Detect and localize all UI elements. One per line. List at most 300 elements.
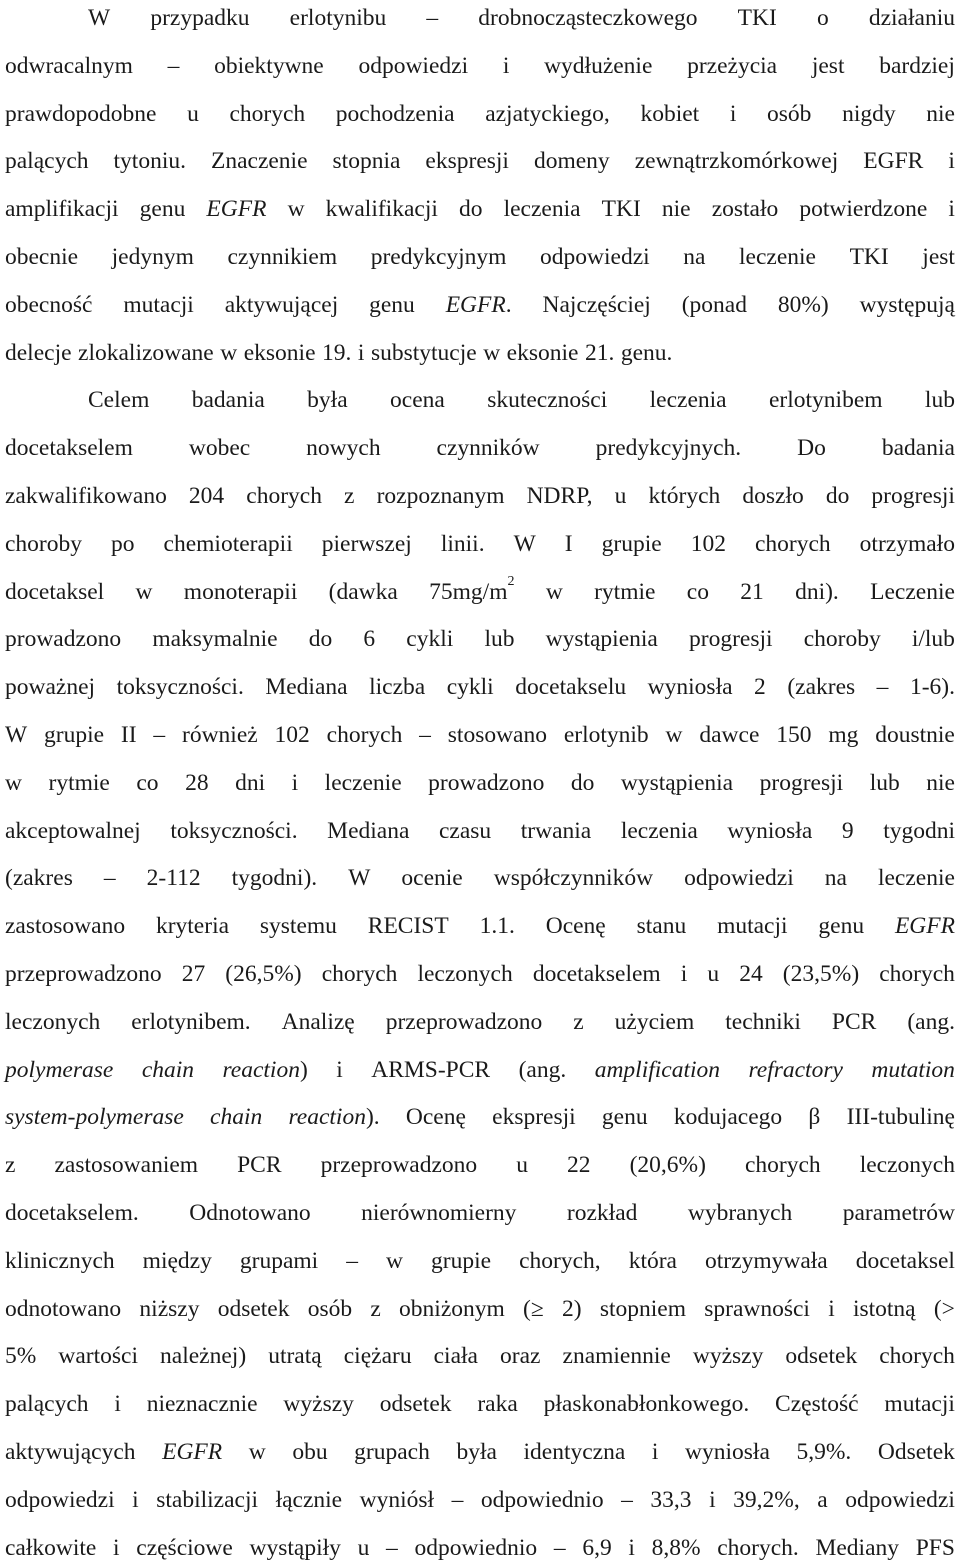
text-line (5, 1389, 955, 1419)
word: azjatyckiego, (485, 100, 610, 127)
word: TKI (601, 196, 641, 223)
word: w (248, 1439, 266, 1465)
word: odsetek (217, 1295, 290, 1322)
word: 6,9 (582, 1534, 612, 1561)
word: również (182, 722, 258, 748)
word: Mediana (265, 674, 348, 701)
word: mutation (871, 1056, 955, 1083)
word: przeprowadzono (5, 961, 162, 987)
word: linii. (440, 530, 485, 557)
word: 204 (188, 483, 225, 509)
word: Do (797, 435, 826, 462)
word: tytoniu. (113, 148, 186, 175)
word: EGFR (206, 196, 267, 223)
word: identyczna (523, 1439, 626, 1465)
word: – (167, 52, 180, 79)
text-line (5, 863, 955, 893)
word: docetakselem (532, 961, 661, 987)
word: i (113, 1534, 120, 1561)
word: leczonych (417, 961, 513, 987)
word: grupie (601, 530, 662, 557)
word: wyższy (283, 1391, 354, 1418)
word: – (103, 865, 116, 892)
word: 102 (690, 530, 726, 557)
word: genu (818, 913, 865, 940)
word: amplifikacji (5, 196, 119, 223)
text-line (5, 1102, 955, 1132)
word: docetakselem (5, 435, 133, 462)
word: EGFR. (445, 291, 512, 318)
word: czynników (436, 435, 540, 462)
word: badania (191, 387, 265, 414)
word: stosowano (447, 722, 547, 748)
text-line (88, 3, 955, 33)
text-line (88, 385, 955, 415)
word: grupie (44, 722, 105, 748)
text-line (5, 290, 955, 320)
word: choroby (803, 626, 881, 653)
word: (> (933, 1295, 955, 1322)
word: stopniem (599, 1295, 686, 1322)
text-line (5, 1150, 955, 1180)
text-line (5, 1341, 955, 1371)
word: 5% (5, 1343, 37, 1370)
word: chain (210, 1104, 263, 1131)
word: amplification (594, 1056, 721, 1083)
word: obniżonym (399, 1295, 505, 1322)
word: nowych (306, 435, 381, 462)
word: predykcyjnym (370, 244, 507, 270)
word: rozkład (566, 1200, 638, 1226)
word: płaskonabłonkowego. (543, 1391, 750, 1418)
word: PFS (915, 1534, 955, 1561)
text-line (5, 146, 955, 176)
text-line (5, 529, 955, 559)
word: odpowiedzi (540, 244, 650, 270)
word: leczenie (324, 769, 402, 796)
word: $75mg/m^2$ (429, 573, 515, 605)
word: mutacji (123, 291, 194, 318)
word: zastosowaniem (54, 1152, 199, 1179)
word: 8,8% (651, 1534, 701, 1561)
word: wystąpienia (545, 626, 658, 653)
word: stanu (636, 913, 687, 940)
word: maksymalnie (152, 626, 278, 653)
word: na (683, 244, 706, 270)
word: toksyczności. (116, 674, 244, 701)
text-line (5, 51, 955, 81)
word: odpowiedzi (845, 1486, 955, 1513)
word: prowadzono (5, 626, 122, 653)
word: w (483, 339, 501, 366)
word: o (816, 5, 829, 31)
word: TKI (737, 5, 777, 31)
superscript: 2 (507, 573, 515, 589)
text-line (5, 433, 955, 463)
word: trwania (520, 817, 592, 844)
word: grupach (354, 1439, 430, 1465)
word: która (628, 1247, 677, 1274)
text-line (5, 1294, 955, 1324)
word: grupie (431, 1247, 492, 1274)
word: delecje (5, 339, 72, 366)
word: była (307, 387, 348, 414)
word: genu (139, 196, 186, 223)
word: nierównomierny (361, 1200, 517, 1226)
word: dni). (795, 578, 839, 605)
word: chorych (879, 1343, 955, 1370)
word: – (621, 1486, 633, 1513)
word: osób (307, 1295, 353, 1322)
word: – (451, 1486, 464, 1513)
word: przeprowadzono (385, 1008, 543, 1035)
word: niższy (139, 1295, 200, 1322)
word: i (628, 1534, 635, 1561)
word: i (680, 961, 688, 987)
word: rozpoznanym (376, 483, 505, 509)
word: współczynników (493, 865, 654, 892)
word: ekspresji (492, 1104, 576, 1131)
word: dawce (699, 722, 760, 748)
word: progresji (871, 483, 955, 509)
word: genu. (620, 339, 673, 366)
word: i (114, 1391, 121, 1418)
word: zlokalizowane (78, 339, 214, 366)
word: palących (5, 148, 89, 175)
word: kwalifikacji (325, 196, 438, 223)
word: leczenia (503, 196, 581, 223)
word: W (348, 865, 371, 892)
word: jedynym (111, 244, 194, 270)
word: w (220, 339, 238, 366)
word: Leczenie (870, 578, 955, 605)
word: i/lub (911, 626, 955, 653)
text-line (5, 1007, 955, 1037)
word: utratą (268, 1343, 322, 1370)
word: (ponad (681, 291, 747, 318)
word: Ocenę (405, 1104, 466, 1131)
word: liczba (369, 674, 426, 701)
text-line (5, 1198, 955, 1228)
word: erlotynib (563, 722, 649, 748)
word: monoterapii (183, 578, 298, 605)
text-line (5, 720, 955, 750)
word: prawdopodobne (5, 100, 157, 127)
word: zakwalifikowano (5, 483, 167, 509)
word: użyciem (614, 1008, 695, 1035)
word: zostało (711, 196, 779, 223)
word: i (948, 196, 955, 223)
text-line (5, 624, 955, 654)
word: częściowe (136, 1534, 233, 1561)
word: sprawności (704, 1295, 810, 1322)
word: Ocenę (545, 913, 606, 940)
word: do (570, 769, 595, 796)
word: u (614, 483, 627, 509)
word: i (502, 52, 510, 79)
word: systemu (259, 913, 337, 940)
word: reaction). (288, 1104, 380, 1131)
word: zewnątrzkomórkowej (634, 148, 839, 175)
word: β (808, 1104, 821, 1131)
word: drobnocząsteczkowego (478, 5, 698, 31)
word: genu (369, 291, 415, 318)
word: leczenie (877, 865, 955, 892)
text-line (5, 194, 955, 224)
word: tygodni (883, 817, 955, 844)
word: odsetek (379, 1391, 452, 1418)
word: cykli (446, 674, 494, 701)
word: pierwszej (321, 530, 412, 557)
word: ciężaru (343, 1343, 412, 1370)
word: pochodzenia (335, 100, 455, 127)
text-line (5, 338, 955, 368)
word: odpowiedzi (358, 52, 469, 79)
word: nigdy (842, 100, 896, 127)
word: aktywującej (224, 291, 339, 318)
word: – (153, 722, 166, 748)
word: chain (141, 1056, 195, 1083)
word: zastosowano (5, 913, 126, 940)
word: badania (881, 435, 955, 462)
word: ocena (390, 387, 445, 414)
word: z (5, 1152, 16, 1179)
word: ARMS-PCR (371, 1056, 491, 1083)
text-line (5, 573, 955, 607)
word: W (5, 722, 28, 748)
word: lub (484, 626, 515, 653)
word: wyniosła (685, 1439, 770, 1465)
word: docetaksel (855, 1247, 955, 1274)
word: i (948, 148, 955, 175)
word: 28 (185, 769, 209, 796)
word: leczenie (739, 244, 816, 270)
word: – (346, 1247, 358, 1274)
word: 9 (841, 817, 854, 844)
word: kobiet (640, 100, 700, 127)
word: jest (922, 244, 955, 270)
word: między (142, 1247, 212, 1274)
word: należnej) (160, 1343, 247, 1370)
word: obecność (5, 291, 93, 318)
word: domeny (533, 148, 610, 175)
word: oraz (500, 1343, 541, 1370)
word: refractory (748, 1056, 843, 1083)
text-line (5, 959, 955, 989)
word: (23,5%) (782, 961, 860, 987)
word: – (426, 5, 439, 31)
word: u (187, 100, 199, 127)
word: 24 (739, 961, 763, 987)
word: lub (924, 387, 955, 414)
word: akceptowalnej (5, 817, 141, 844)
word: u (357, 1534, 370, 1561)
word: których (648, 483, 721, 509)
word: predykcyjnych. (595, 435, 742, 462)
word: (ang. (907, 1008, 955, 1035)
word: eksonie (506, 339, 579, 366)
word: stopnia (332, 148, 401, 175)
word: u (707, 961, 720, 987)
word: chorych (879, 961, 955, 987)
word: Częstość (775, 1391, 859, 1418)
text-line (5, 768, 955, 798)
word: cykli (406, 626, 454, 653)
word: polymerase (5, 1056, 114, 1083)
word: działaniu (868, 5, 955, 31)
word: do (825, 483, 850, 509)
word: czasu (438, 817, 492, 844)
word: przypadku (150, 5, 250, 31)
word: stabilizacji (156, 1486, 259, 1513)
word: ciała (433, 1343, 478, 1370)
word: W (513, 530, 536, 557)
word: Odnotowano (189, 1200, 311, 1226)
word: nie (926, 769, 955, 796)
text-line (5, 1246, 955, 1276)
word: w (287, 196, 305, 223)
word: erlotynibem. (131, 1008, 251, 1035)
word: co (136, 769, 159, 796)
text-line (5, 481, 955, 511)
word: dni (235, 769, 266, 796)
word: chorych (229, 100, 306, 127)
word: (dawka (328, 578, 398, 605)
word: wystąpiły (249, 1534, 341, 1561)
word: po (111, 530, 135, 557)
word: na (824, 865, 847, 892)
word: chemioterapii (163, 530, 293, 557)
text-line (5, 1485, 955, 1515)
word: bardziej (879, 52, 955, 79)
word: przeprowadzono (320, 1152, 478, 1179)
word: (26,5%) (225, 961, 302, 987)
word: chorych, (519, 1247, 601, 1274)
word: wybranych (687, 1200, 793, 1226)
word: występują (859, 291, 955, 318)
text-line (5, 1437, 955, 1467)
word: docetakselem. (5, 1200, 139, 1226)
word: ocenie (401, 865, 463, 892)
word: co (686, 578, 709, 605)
word: Mediana (327, 817, 410, 844)
word: TKI (849, 244, 889, 270)
word: jest (811, 52, 845, 79)
word: (≥ (523, 1295, 544, 1322)
word: W (88, 5, 111, 31)
word: i (336, 1056, 343, 1083)
word: raka (477, 1391, 518, 1418)
word: 39,2%, (733, 1486, 800, 1513)
word: z (344, 483, 355, 509)
word: chorych (321, 961, 398, 987)
word: 21. (584, 339, 615, 366)
word: choroby (5, 530, 83, 557)
word: chorych (744, 1152, 821, 1179)
word: substytucje (370, 339, 477, 366)
word: doszło (742, 483, 804, 509)
word: eksonie (243, 339, 316, 366)
word: erlotynibu (289, 5, 387, 31)
word: odsetek (785, 1343, 858, 1370)
word: była (456, 1439, 497, 1465)
word: przeżycia (687, 52, 778, 79)
word: leczonych (5, 1008, 101, 1035)
word: 80%) (777, 291, 829, 318)
word: w (135, 578, 153, 605)
word: do (458, 196, 483, 223)
word: docetakselu (515, 674, 627, 701)
word: poważnej (5, 674, 96, 701)
word: wyższy (692, 1343, 764, 1370)
word: Odsetek (877, 1439, 955, 1465)
word: aktywujących (5, 1439, 136, 1465)
word: 19. (322, 339, 352, 366)
word: palących (5, 1391, 89, 1418)
word: Celem (88, 387, 150, 414)
word: w (386, 1247, 403, 1274)
word: II (120, 722, 137, 748)
word: reaction) (222, 1056, 308, 1083)
word: PCR (237, 1152, 282, 1179)
word: prowadzono (428, 769, 545, 796)
word: skuteczności (487, 387, 608, 414)
word: progresji (689, 626, 773, 653)
word: (zakres (787, 674, 856, 701)
text-line (5, 1533, 955, 1563)
word: grupami (239, 1247, 319, 1274)
word: NDRP, (526, 483, 593, 509)
word: wyniosła (647, 674, 733, 701)
word: 1-6). (909, 674, 955, 701)
word: i (651, 1439, 659, 1465)
word: w (545, 578, 563, 605)
word: i (729, 100, 737, 127)
word: odpowiedzi (5, 1486, 115, 1513)
word: obiektywne (214, 52, 324, 79)
word: i (709, 1486, 716, 1513)
word: doustnie (875, 722, 955, 748)
word: 33,3 (650, 1486, 692, 1513)
word: rytmie (48, 769, 110, 796)
word: klinicznych (5, 1247, 115, 1274)
text-line (5, 242, 955, 272)
word: 2-112 (146, 865, 201, 892)
word: leczenia (649, 387, 727, 414)
word: tygodni). (231, 865, 318, 892)
word: wystąpienia (620, 769, 734, 796)
word: techniki (725, 1008, 801, 1035)
word: chorych (246, 483, 322, 509)
word: genu (601, 1104, 648, 1131)
word: – (386, 1534, 398, 1561)
word: w (665, 722, 683, 748)
word: wyniosła (727, 817, 813, 844)
word: 102 (274, 722, 310, 748)
word: obu (292, 1439, 328, 1465)
word: 150 (776, 722, 812, 748)
word: 6 (363, 626, 376, 653)
word: ekspresji (425, 148, 509, 175)
word: Najczęściej (542, 291, 651, 318)
word: 2) (562, 1295, 582, 1322)
word: mutacji (884, 1391, 955, 1418)
word: EGFR (162, 1439, 223, 1465)
word: parametrów (842, 1200, 955, 1226)
word: potwierdzone (799, 196, 928, 223)
word: nie (661, 196, 691, 223)
word: wyniósł (359, 1486, 435, 1513)
